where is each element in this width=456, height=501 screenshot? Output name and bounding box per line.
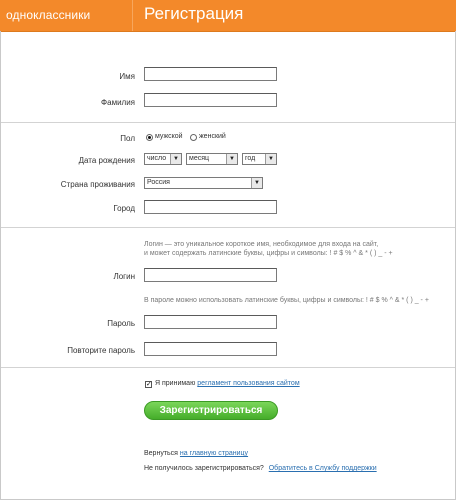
password-input[interactable] <box>144 315 277 329</box>
first-name-input[interactable] <box>144 67 277 81</box>
support-line <box>144 465 377 472</box>
password-hint: В пароле можно использовать латинские буквы, цифры и символы: ! # $ % ^ & * ( ) _ - + <box>144 297 429 304</box>
birth-day-select[interactable] <box>144 153 182 165</box>
dropdown-arrow-icon: ▼ <box>251 178 262 188</box>
birth-year-select[interactable] <box>242 153 277 165</box>
password-label: Пароль <box>107 319 135 328</box>
login-hint-line-1: Логин — это уникальное короткое имя, необходимое для входа на сайт, <box>144 241 379 248</box>
birth-year-value: год <box>245 155 256 162</box>
home-link[interactable]: на главную страницу <box>179 450 249 457</box>
back-text: Вернуться <box>144 450 178 457</box>
birthdate-label: Дата рождения <box>78 156 135 165</box>
gender-male-radio[interactable] <box>146 134 153 141</box>
section-divider <box>1 227 455 228</box>
back-line <box>144 450 248 457</box>
birth-month-value: месяц <box>189 155 210 162</box>
login-input[interactable] <box>144 268 277 282</box>
city-input[interactable] <box>144 200 277 214</box>
section-divider <box>1 367 455 368</box>
country-value: Россия <box>147 179 170 186</box>
site-logo[interactable]: одноклассники <box>6 8 91 22</box>
last-name-input[interactable] <box>144 93 277 107</box>
page-title: Регистрация <box>144 4 244 23</box>
agree-text: Я принимаю <box>155 380 196 387</box>
dropdown-arrow-icon: ▼ <box>265 154 276 164</box>
password-repeat-input[interactable] <box>144 342 277 356</box>
birth-month-select[interactable] <box>186 153 238 165</box>
terms-link[interactable]: регламент пользования сайтом <box>197 380 300 387</box>
login-label: Логин <box>113 272 135 281</box>
section-divider <box>1 122 455 123</box>
gender-label: Пол <box>120 134 135 143</box>
country-select[interactable] <box>144 177 263 189</box>
header-divider <box>132 0 133 31</box>
header-bar <box>0 0 456 32</box>
login-hint-line-2: и может содержать латинские буквы, цифры и символы: ! # $ % ^ & * ( ) _ - + <box>144 250 393 257</box>
agree-checkbox[interactable]: ✓ <box>146 381 152 388</box>
dropdown-arrow-icon: ▼ <box>226 154 237 164</box>
dropdown-arrow-icon: ▼ <box>170 154 181 164</box>
last-name-label: Фамилия <box>101 98 135 107</box>
city-label: Город <box>113 204 135 213</box>
country-label: Страна проживания <box>60 180 135 189</box>
support-link[interactable]: Обратитесь в Службу поддержки <box>268 465 377 472</box>
password-repeat-label: Повторите пароль <box>67 346 135 355</box>
agree-text-line <box>155 380 300 387</box>
register-button[interactable]: Зарегистрироваться <box>144 401 278 420</box>
birth-day-value: число <box>147 155 167 162</box>
gender-female-radio[interactable] <box>190 134 197 141</box>
first-name-label: Имя <box>119 72 135 81</box>
gender-female-label[interactable]: женский <box>199 133 226 140</box>
trouble-text: Не получилось зарегистрироваться? <box>144 465 264 472</box>
gender-male-label[interactable]: мужской <box>155 133 183 140</box>
